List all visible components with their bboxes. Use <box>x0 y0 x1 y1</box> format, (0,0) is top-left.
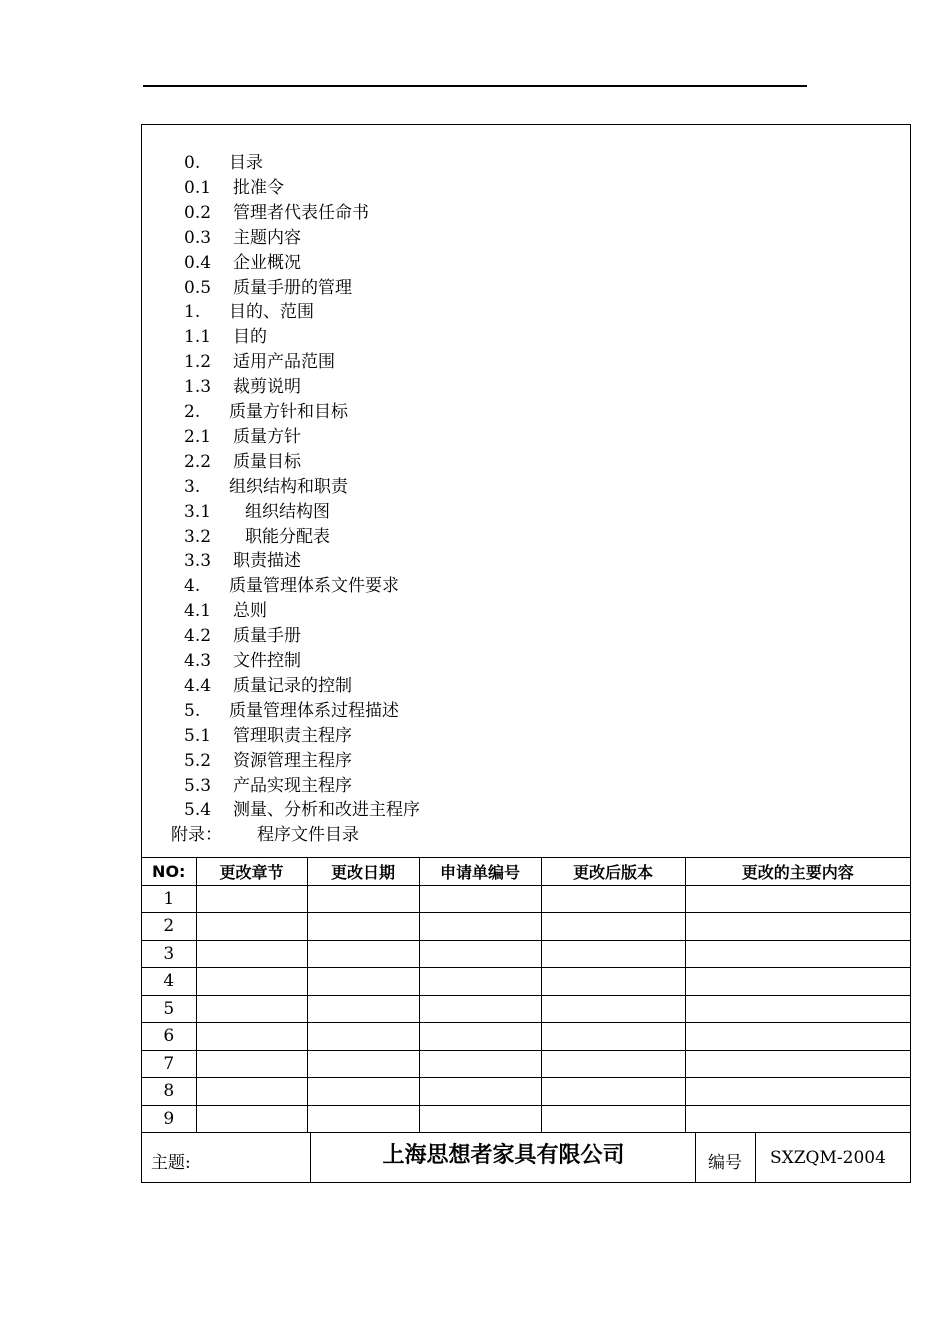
table-cell <box>419 995 541 1023</box>
table-cell <box>419 1023 541 1051</box>
toc-item-text: 总则 <box>233 601 267 622</box>
toc-item-number: 2.2 <box>184 451 212 472</box>
appendix-line <box>171 825 571 845</box>
code-label: 编号 <box>708 1153 742 1173</box>
table-cell <box>541 1105 685 1133</box>
table-cell <box>685 1078 910 1106</box>
toc-item-text: 裁剪说明 <box>233 377 301 398</box>
toc-item-text: 职责描述 <box>233 551 301 572</box>
table-cell <box>541 1050 685 1078</box>
toc-item-text: 质量目标 <box>233 451 301 472</box>
table-row <box>142 885 910 913</box>
table-row <box>142 940 910 968</box>
table-cell <box>541 968 685 996</box>
table-cell <box>307 885 419 913</box>
row-number: 3 <box>142 940 196 968</box>
toc-item-number: 0.2 <box>184 202 212 223</box>
table-cell <box>307 1105 419 1133</box>
toc-item-number: 3.2 <box>184 526 212 547</box>
table-row <box>142 1023 910 1051</box>
toc-item-number: 5.1 <box>184 725 212 746</box>
toc-item-text: 管理职责主程序 <box>233 725 352 746</box>
document-footer <box>142 1132 910 1183</box>
row-number: 8 <box>142 1078 196 1106</box>
footer-code-label-cell <box>695 1133 756 1183</box>
col-header-request-no: 申请单编号 <box>419 858 541 886</box>
table-cell <box>419 940 541 968</box>
toc-item-text: 测量、分析和改进主程序 <box>233 800 420 821</box>
toc-item-number: 4.1 <box>184 601 212 622</box>
toc-item-text: 文件控制 <box>233 651 301 671</box>
document-frame <box>141 124 911 1183</box>
toc-item-text: 企业概况 <box>233 252 301 273</box>
table-cell <box>196 913 307 941</box>
row-number: 5 <box>142 995 196 1023</box>
col-header-date: 更改日期 <box>307 858 419 886</box>
table-cell <box>685 968 910 996</box>
toc-item-number: 4.2 <box>184 626 212 647</box>
toc-item-number: 1. <box>184 302 201 323</box>
table-cell <box>196 1105 307 1133</box>
table-row <box>142 1050 910 1078</box>
row-number: 6 <box>142 1023 196 1051</box>
table-cell <box>541 1023 685 1051</box>
col-header-version: 更改后版本 <box>541 858 685 886</box>
toc-item-number: 0.4 <box>184 252 212 273</box>
row-number: 2 <box>142 913 196 941</box>
toc-item-number: 1.3 <box>184 377 212 398</box>
toc-item-text: 质量手册的管理 <box>233 277 352 298</box>
toc-item-number: 0.1 <box>184 177 212 198</box>
toc-item-text: 质量管理体系过程描述 <box>229 700 399 721</box>
table-cell <box>541 1078 685 1106</box>
table-cell <box>196 968 307 996</box>
toc-item-number: 4.4 <box>184 675 212 696</box>
table-cell <box>196 995 307 1023</box>
revision-table <box>142 857 910 1133</box>
table-cell <box>541 885 685 913</box>
table-cell <box>685 913 910 941</box>
table-cell <box>685 885 910 913</box>
col-header-no: NO: <box>142 858 196 886</box>
table-cell <box>685 1050 910 1078</box>
table-cell <box>685 1105 910 1133</box>
appendix-text: 程序文件目录 <box>257 825 359 846</box>
table-cell <box>541 913 685 941</box>
table-cell <box>419 968 541 996</box>
toc-item-number: 5.2 <box>184 750 212 771</box>
toc-item-number: 5.3 <box>184 775 212 796</box>
toc-item-number: 0.5 <box>184 277 212 298</box>
toc-item-text: 产品实现主程序 <box>233 775 352 796</box>
table-cell <box>307 1050 419 1078</box>
table-cell <box>419 913 541 941</box>
toc-item-number: 1.2 <box>184 352 212 373</box>
table-row <box>142 995 910 1023</box>
table-row <box>142 968 910 996</box>
table-cell <box>685 1023 910 1051</box>
toc-item-number: 4.3 <box>184 651 212 671</box>
table-cell <box>196 1023 307 1051</box>
toc-item-text: 质量管理体系文件要求 <box>229 576 399 597</box>
toc-item-text: 管理者代表任命书 <box>233 202 369 223</box>
toc-item-text: 主题内容 <box>233 227 301 248</box>
appendix-label: 附录： <box>171 825 222 846</box>
toc-item-text: 组织结构图 <box>245 501 330 522</box>
toc-item-number: 3.1 <box>184 501 212 522</box>
toc-item-text: 职能分配表 <box>245 526 330 547</box>
toc-item-number: 0. <box>184 153 201 173</box>
toc-item-text: 目的、范围 <box>229 302 314 323</box>
table-cell <box>685 940 910 968</box>
toc-item-number: 5. <box>184 700 201 721</box>
table-cell <box>419 1078 541 1106</box>
toc-item-number: 0.3 <box>184 227 212 248</box>
table-row <box>142 1078 910 1106</box>
table-cell <box>685 995 910 1023</box>
toc-item-text: 质量手册 <box>233 626 301 647</box>
row-number: 1 <box>142 885 196 913</box>
table-cell <box>541 995 685 1023</box>
table-cell <box>307 913 419 941</box>
col-header-section: 更改章节 <box>196 858 307 886</box>
table-cell <box>419 1105 541 1133</box>
header-rule <box>143 85 807 87</box>
subject-label: 主题: <box>151 1153 191 1173</box>
table-row <box>142 913 910 941</box>
toc-item-text: 组织结构和职责 <box>229 476 348 497</box>
table-cell <box>196 885 307 913</box>
table-cell <box>196 1078 307 1106</box>
toc-item-text: 质量方针 <box>233 426 301 447</box>
table-cell <box>196 1050 307 1078</box>
table-cell <box>307 995 419 1023</box>
company-name: 上海思想者家具有限公司 <box>382 1142 625 1168</box>
table-cell <box>419 1050 541 1078</box>
toc-item-number: 5.4 <box>184 800 212 821</box>
toc-item-text: 资源管理主程序 <box>233 750 352 771</box>
col-header-content: 更改的主要内容 <box>685 858 910 886</box>
table-cell <box>307 1023 419 1051</box>
toc-item-text: 批准令 <box>233 177 284 198</box>
table-cell <box>196 940 307 968</box>
toc-item-number: 1.1 <box>184 327 212 348</box>
toc-item-text: 适用产品范围 <box>233 352 335 373</box>
table-cell <box>307 1078 419 1106</box>
toc-item-number: 3.3 <box>184 551 212 572</box>
toc-item-text: 质量记录的控制 <box>233 675 352 696</box>
table-cell <box>307 940 419 968</box>
table-row <box>142 1105 910 1133</box>
table-of-contents <box>142 125 910 857</box>
toc-item-text: 质量方针和目标 <box>229 402 348 422</box>
toc-item-number: 3. <box>184 476 201 497</box>
row-number: 7 <box>142 1050 196 1078</box>
footer-company-cell <box>310 1133 696 1183</box>
row-number: 4 <box>142 968 196 996</box>
row-number: 9 <box>142 1105 196 1133</box>
document-code: SXZQM-2004 <box>770 1148 886 1168</box>
footer-code-cell <box>755 1133 911 1183</box>
footer-subject-cell <box>142 1133 310 1183</box>
table-cell <box>307 968 419 996</box>
toc-item-number: 2.1 <box>184 426 212 447</box>
table-cell <box>541 940 685 968</box>
revision-table-header <box>142 858 910 886</box>
toc-item-text: 目的 <box>233 327 267 348</box>
toc-item-text: 目录 <box>229 153 263 173</box>
table-cell <box>419 885 541 913</box>
toc-item-number: 2. <box>184 402 201 422</box>
toc-item-number: 4. <box>184 576 201 597</box>
